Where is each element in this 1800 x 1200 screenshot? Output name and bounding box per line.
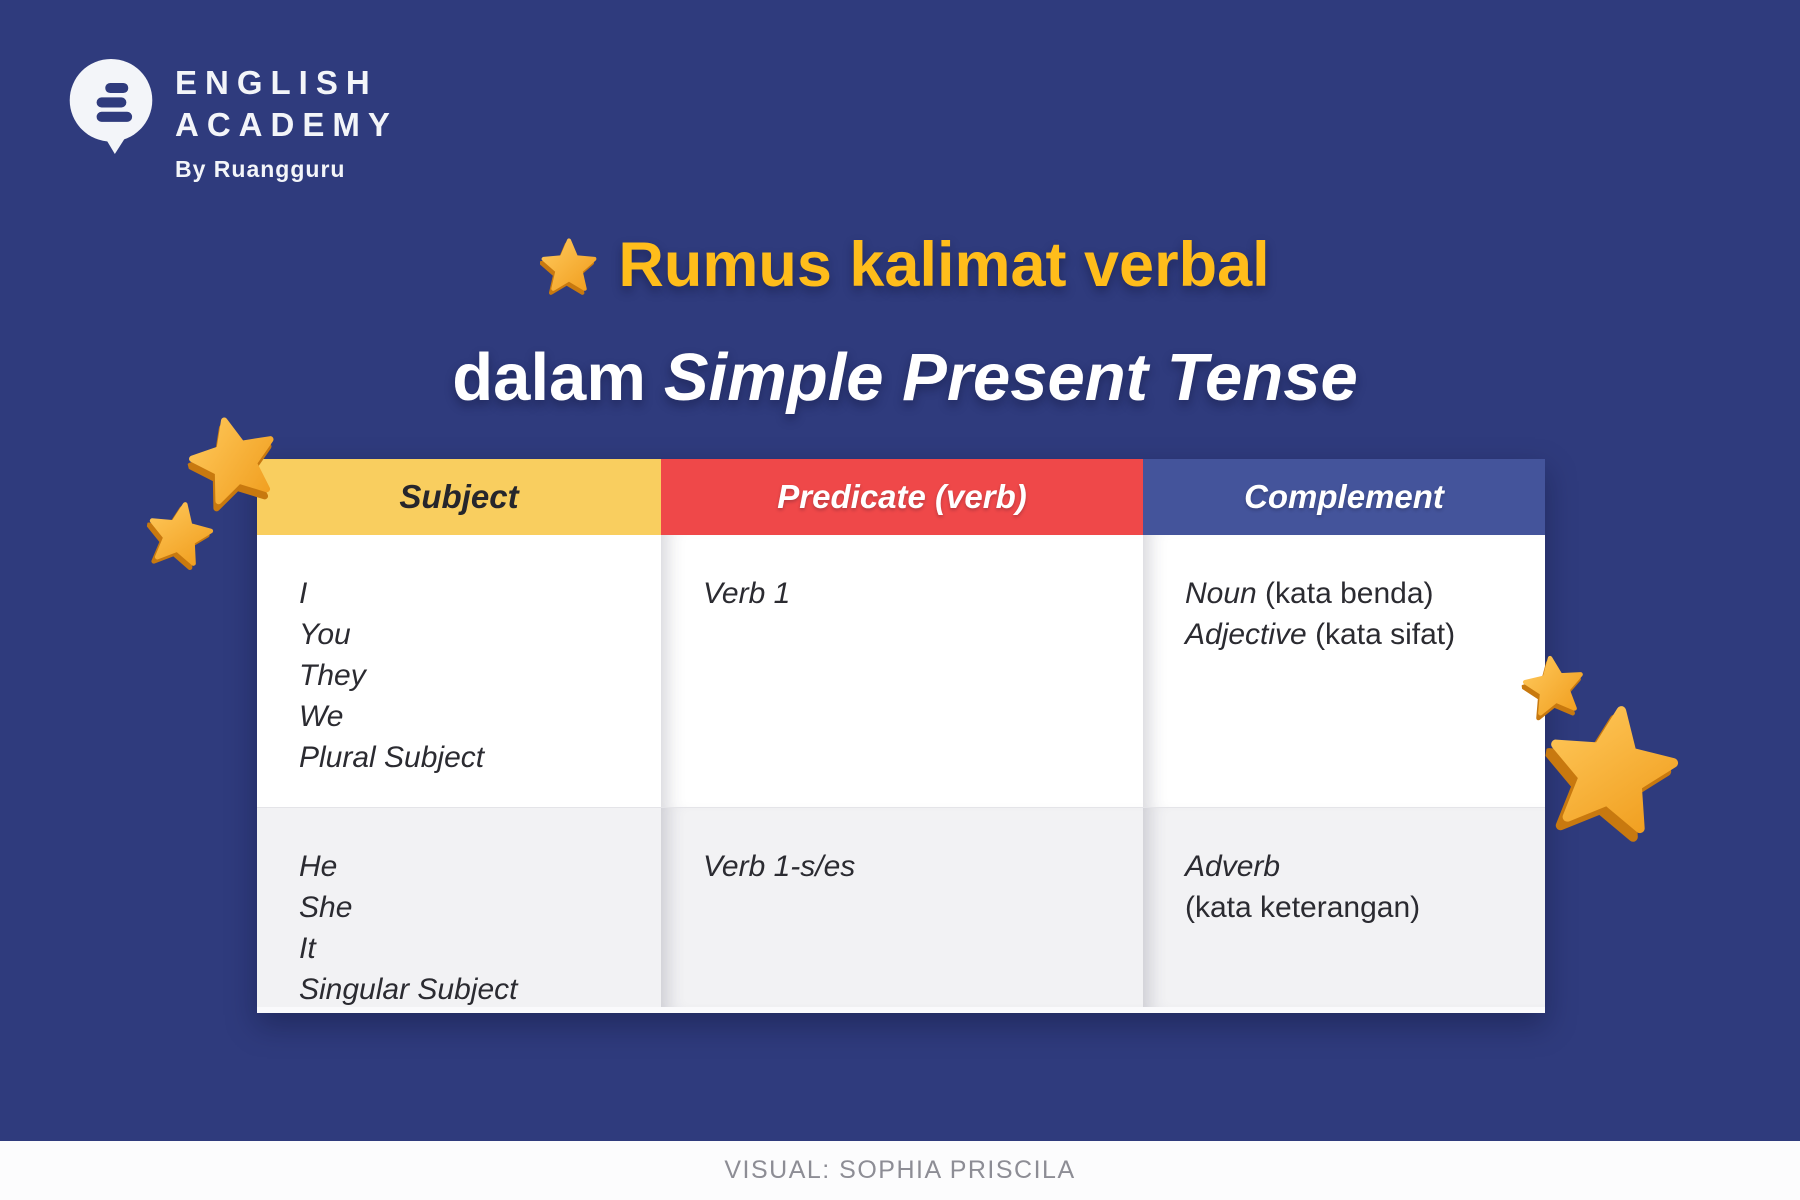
column-header-complement: Complement	[1143, 459, 1545, 535]
cell-line: You	[299, 618, 351, 651]
cell-line: They	[299, 659, 366, 692]
page-title-line2	[0, 328, 1800, 428]
column-header-subject: Subject	[257, 459, 661, 535]
credit-bar	[0, 1141, 1800, 1200]
cell-line: (kata keterangan)	[1185, 891, 1421, 924]
star-icon	[540, 237, 598, 295]
cell-subject-plural	[257, 535, 661, 807]
brand-name-line1: ENGLISH	[175, 64, 378, 101]
cell-predicate-singular	[661, 808, 1143, 1007]
cell-line: She	[299, 891, 353, 924]
column-header-predicate: Predicate (verb)	[661, 459, 1143, 535]
star-icon	[1534, 692, 1690, 848]
table-row-plural	[257, 535, 1545, 807]
table-header-row	[257, 459, 1545, 535]
predicate-value: Verb 1-s/es	[703, 850, 856, 883]
cell-line: We	[299, 700, 344, 733]
page-title-line1-text: Rumus kalimat verbal	[618, 230, 1270, 300]
brand-name-line2: ACADEMY	[175, 106, 398, 143]
cell-subject-singular	[257, 808, 661, 1007]
page-title-line1	[0, 218, 1800, 313]
star-icon	[141, 495, 220, 574]
page-title-line2-italic: Simple Present Tense	[663, 340, 1358, 415]
cell-line: Adjective (kata sifat)	[1185, 618, 1456, 651]
cell-line: Plural Subject	[299, 741, 485, 774]
table-row-singular	[257, 807, 1545, 1013]
cell-line: Noun (kata benda)	[1185, 577, 1434, 610]
cell-line: He	[299, 850, 338, 883]
credit-text: VISUAL: SOPHIA PRISCILA	[724, 1156, 1076, 1184]
brand-byline: By Ruangguru	[175, 156, 346, 182]
cell-complement-plural	[1143, 535, 1545, 807]
cell-line: Singular Subject	[299, 973, 518, 1006]
brand-text	[175, 56, 398, 183]
predicate-value: Verb 1	[703, 577, 791, 610]
page-title-line2-plain: dalam	[452, 340, 646, 415]
cell-line: It	[299, 932, 316, 965]
cell-predicate-plural	[661, 535, 1143, 807]
cell-line: I	[299, 577, 308, 610]
cell-line: Adverb	[1185, 850, 1281, 883]
formula-table	[257, 459, 1545, 1013]
speech-bubble-icon	[63, 56, 159, 156]
brand-logo	[63, 56, 398, 183]
cell-complement-singular	[1143, 808, 1545, 1007]
